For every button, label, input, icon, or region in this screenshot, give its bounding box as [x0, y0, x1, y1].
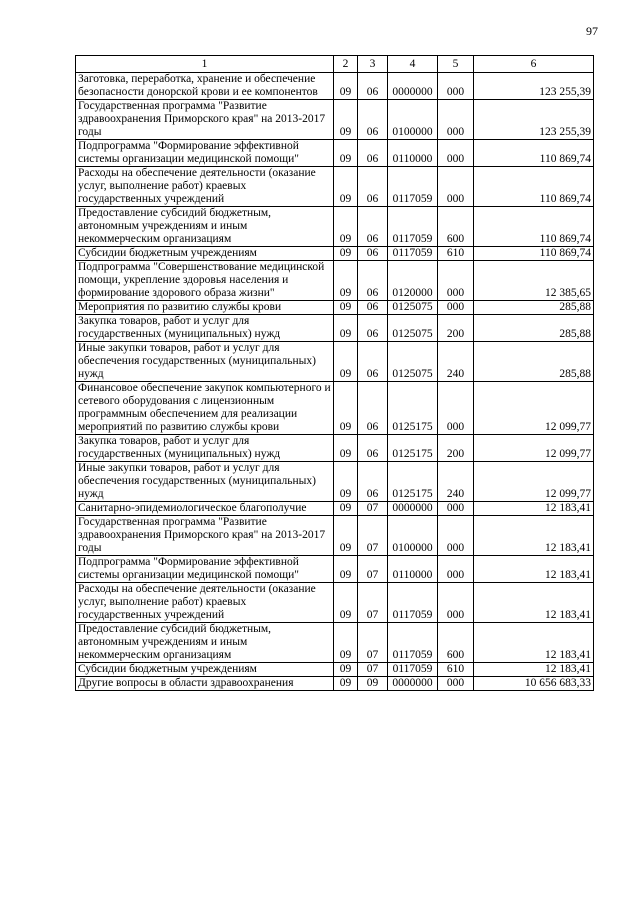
row-section: 09 [334, 73, 358, 100]
row-amount: 110 869,74 [474, 247, 594, 261]
row-amount: 12 183,41 [474, 583, 594, 623]
table-row [76, 677, 594, 691]
row-amount: 12 183,41 [474, 516, 594, 556]
row-target-article: 0000000 [388, 502, 438, 516]
row-description: Расходы на обеспечение деятельности (оказание услуг, выполнение работ) краевых государственных учреждений [76, 167, 334, 207]
table-row [76, 301, 594, 315]
row-amount: 12 183,41 [474, 623, 594, 663]
table-row [76, 663, 594, 677]
row-subsection: 06 [358, 73, 388, 100]
row-subsection: 07 [358, 556, 388, 583]
row-expense-kind: 240 [438, 342, 474, 382]
row-amount: 110 869,74 [474, 140, 594, 167]
row-amount: 285,88 [474, 342, 594, 382]
row-description: Государственная программа "Развитие здравоохранения Приморского края" на 2013-2017 годы [76, 100, 334, 140]
table-row [76, 342, 594, 382]
row-subsection: 06 [358, 435, 388, 462]
row-amount: 123 255,39 [474, 100, 594, 140]
row-description: Закупка товаров, работ и услуг для государственных (муниципальных) нужд [76, 435, 334, 462]
row-amount: 110 869,74 [474, 167, 594, 207]
row-section: 09 [334, 663, 358, 677]
row-expense-kind: 000 [438, 382, 474, 435]
row-description: Заготовка, переработка, хранение и обеспечение безопасности донорской крови и ее компонентов [76, 73, 334, 100]
table-row [76, 382, 594, 435]
row-amount: 12 385,65 [474, 261, 594, 301]
row-section: 09 [334, 315, 358, 342]
row-section: 09 [334, 382, 358, 435]
header-col-5: 5 [438, 56, 474, 73]
row-section: 09 [334, 502, 358, 516]
row-expense-kind: 600 [438, 207, 474, 247]
row-section: 09 [334, 207, 358, 247]
table-row [76, 247, 594, 261]
row-description: Субсидии бюджетным учреждениям [76, 247, 334, 261]
row-subsection: 07 [358, 516, 388, 556]
row-description: Другие вопросы в области здравоохранения [76, 677, 334, 691]
header-col-2: 2 [334, 56, 358, 73]
row-target-article: 0117059 [388, 207, 438, 247]
row-amount: 123 255,39 [474, 73, 594, 100]
budget-table [75, 55, 594, 691]
row-section: 09 [334, 167, 358, 207]
row-amount: 110 869,74 [474, 207, 594, 247]
row-section: 09 [334, 100, 358, 140]
row-expense-kind: 000 [438, 556, 474, 583]
row-expense-kind: 000 [438, 140, 474, 167]
table-row [76, 435, 594, 462]
row-section: 09 [334, 462, 358, 502]
row-section: 09 [334, 247, 358, 261]
row-description: Закупка товаров, работ и услуг для государственных (муниципальных) нужд [76, 315, 334, 342]
row-amount: 285,88 [474, 315, 594, 342]
row-subsection: 06 [358, 315, 388, 342]
table-row [76, 73, 594, 100]
row-section: 09 [334, 435, 358, 462]
row-expense-kind: 000 [438, 167, 474, 207]
row-amount: 12 099,77 [474, 462, 594, 502]
header-col-1: 1 [76, 56, 334, 73]
row-description: Иные закупки товаров, работ и услуг для обеспечения государственных (муниципальных) нужд [76, 462, 334, 502]
row-target-article: 0125175 [388, 462, 438, 502]
row-section: 09 [334, 261, 358, 301]
row-subsection: 06 [358, 207, 388, 247]
row-amount: 12 099,77 [474, 435, 594, 462]
header-col-3: 3 [358, 56, 388, 73]
table-row [76, 623, 594, 663]
row-expense-kind: 000 [438, 677, 474, 691]
row-description: Подпрограмма "Формирование эффективной системы организации медицинской помощи" [76, 556, 334, 583]
row-expense-kind: 600 [438, 623, 474, 663]
page-number: 97 [586, 24, 598, 38]
row-expense-kind: 000 [438, 502, 474, 516]
row-target-article: 0125075 [388, 301, 438, 315]
row-target-article: 0100000 [388, 516, 438, 556]
table-row [76, 556, 594, 583]
row-subsection: 09 [358, 677, 388, 691]
row-section: 09 [334, 342, 358, 382]
header-col-6: 6 [474, 56, 594, 73]
row-target-article: 0000000 [388, 677, 438, 691]
row-expense-kind: 000 [438, 73, 474, 100]
row-subsection: 06 [358, 140, 388, 167]
row-subsection: 06 [358, 167, 388, 207]
table-row [76, 315, 594, 342]
row-expense-kind: 000 [438, 261, 474, 301]
row-description: Предоставление субсидий бюджетным, автономным учреждениям и иным некоммерческим организациям [76, 207, 334, 247]
row-subsection: 06 [358, 342, 388, 382]
table-row [76, 207, 594, 247]
row-section: 09 [334, 677, 358, 691]
row-description: Подпрограмма "Совершенствование медицинской помощи, укрепление здоровья населения и формирование здорового образа жизни" [76, 261, 334, 301]
row-target-article: 0125075 [388, 315, 438, 342]
row-amount: 12 099,77 [474, 382, 594, 435]
row-description: Расходы на обеспечение деятельности (оказание услуг, выполнение работ) краевых государственных учреждений [76, 583, 334, 623]
row-expense-kind: 000 [438, 516, 474, 556]
row-section: 09 [334, 556, 358, 583]
row-expense-kind: 200 [438, 315, 474, 342]
row-amount: 285,88 [474, 301, 594, 315]
row-description: Предоставление субсидий бюджетным, автономным учреждениям и иным некоммерческим организациям [76, 623, 334, 663]
row-target-article: 0110000 [388, 140, 438, 167]
row-subsection: 07 [358, 583, 388, 623]
row-subsection: 06 [358, 100, 388, 140]
row-target-article: 0125075 [388, 342, 438, 382]
row-amount: 12 183,41 [474, 556, 594, 583]
row-expense-kind: 240 [438, 462, 474, 502]
table-row [76, 140, 594, 167]
row-section: 09 [334, 516, 358, 556]
table-row [76, 462, 594, 502]
row-section: 09 [334, 301, 358, 315]
row-target-article: 0117059 [388, 247, 438, 261]
row-description: Иные закупки товаров, работ и услуг для обеспечения государственных (муниципальных) нужд [76, 342, 334, 382]
table-row [76, 100, 594, 140]
row-description: Мероприятия по развитию службы крови [76, 301, 334, 315]
row-description: Санитарно-эпидемиологическое благополучие [76, 502, 334, 516]
row-target-article: 0117059 [388, 167, 438, 207]
row-section: 09 [334, 583, 358, 623]
table-row [76, 583, 594, 623]
row-expense-kind: 200 [438, 435, 474, 462]
row-description: Подпрограмма "Формирование эффективной системы организации медицинской помощи" [76, 140, 334, 167]
row-target-article: 0125175 [388, 382, 438, 435]
row-amount: 12 183,41 [474, 663, 594, 677]
row-subsection: 06 [358, 462, 388, 502]
row-description: Государственная программа "Развитие здравоохранения Приморского края" на 2013-2017 годы [76, 516, 334, 556]
row-expense-kind: 000 [438, 301, 474, 315]
row-target-article: 0110000 [388, 556, 438, 583]
table-row [76, 167, 594, 207]
row-subsection: 06 [358, 261, 388, 301]
row-expense-kind: 000 [438, 100, 474, 140]
row-target-article: 0125175 [388, 435, 438, 462]
row-target-article: 0117059 [388, 663, 438, 677]
row-amount: 12 183,41 [474, 502, 594, 516]
row-subsection: 06 [358, 382, 388, 435]
header-col-4: 4 [388, 56, 438, 73]
row-expense-kind: 610 [438, 247, 474, 261]
table-row [76, 502, 594, 516]
table-row [76, 261, 594, 301]
row-target-article: 0120000 [388, 261, 438, 301]
header-row [76, 56, 594, 73]
row-target-article: 0100000 [388, 100, 438, 140]
row-target-article: 0117059 [388, 623, 438, 663]
row-expense-kind: 000 [438, 583, 474, 623]
row-target-article: 0117059 [388, 583, 438, 623]
row-target-article: 0000000 [388, 73, 438, 100]
row-subsection: 07 [358, 663, 388, 677]
row-section: 09 [334, 623, 358, 663]
row-description: Финансовое обеспечение закупок компьютерного и сетевого оборудования с лицензионным программным обеспечением для реализации мероприятий по развитию службы крови [76, 382, 334, 435]
table-row [76, 516, 594, 556]
row-subsection: 06 [358, 301, 388, 315]
row-amount: 10 656 683,33 [474, 677, 594, 691]
row-subsection: 07 [358, 623, 388, 663]
row-expense-kind: 610 [438, 663, 474, 677]
row-description: Субсидии бюджетным учреждениям [76, 663, 334, 677]
row-section: 09 [334, 140, 358, 167]
row-subsection: 07 [358, 502, 388, 516]
row-subsection: 06 [358, 247, 388, 261]
